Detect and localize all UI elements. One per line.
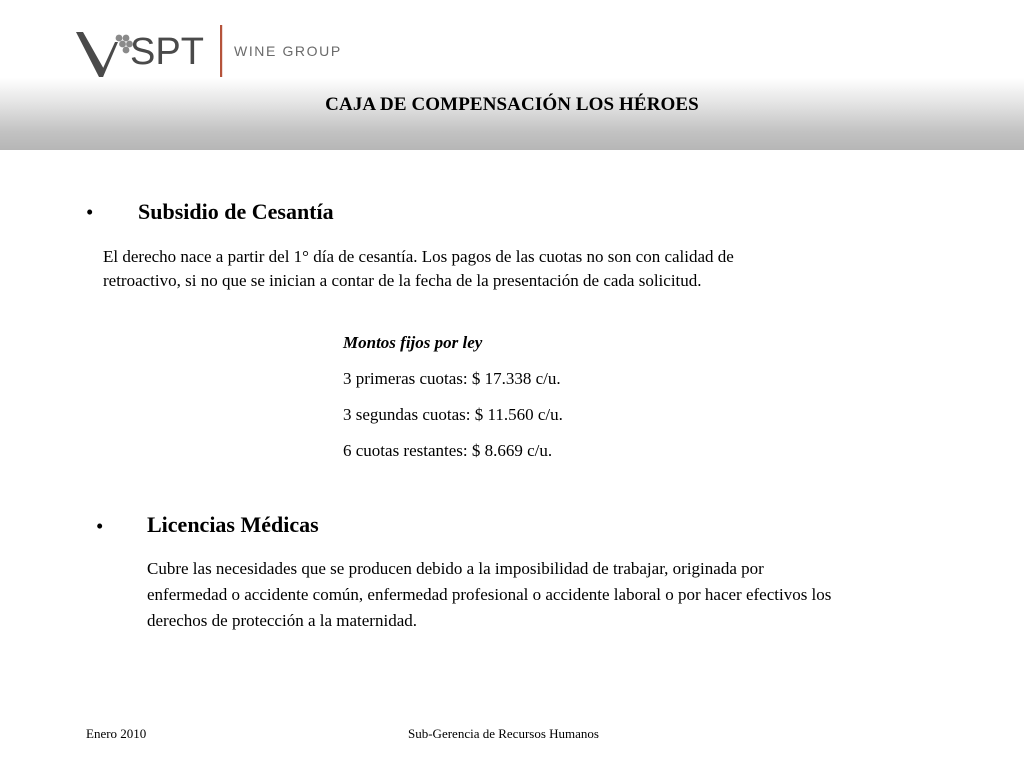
slide-title: CAJA DE COMPENSACIÓN LOS HÉROES [325, 94, 699, 115]
paragraph-line: enfermedad o accidente común, enfermedad profesional o accidente laboral o por hacer efectivos los [147, 585, 832, 604]
paragraph-line: derechos de protección a la maternidad. [147, 611, 417, 630]
svg-text:SPT: SPT [130, 31, 204, 73]
amount-line: 3 primeras cuotas: $ 17.338 c/u. [343, 369, 561, 388]
paragraph-line: retroactivo, si no que se inician a contar de la fecha de la presentación de cada solicitud. [103, 271, 702, 290]
amount-line: 3 segundas cuotas: $ 11.560 c/u. [343, 405, 563, 424]
fixed-amounts-block [343, 331, 563, 475]
paragraph-line: El derecho nace a partir del 1° día de cesantía. Los pagos de las cuotas no son con calidad de [103, 247, 734, 266]
bullet-icon: • [86, 200, 94, 224]
section-paragraph-subsidio [103, 245, 734, 293]
section-heading-subsidio: Subsidio de Cesantía [138, 199, 334, 224]
paragraph-line: Cubre las necesidades que se producen debido a la imposibilidad de trabajar, originada por [147, 559, 764, 578]
svg-text:WINE GROUP: WINE GROUP [234, 43, 342, 59]
spt-wine-group-logo [74, 24, 364, 80]
bullet-icon: • [96, 514, 104, 538]
section-heading-licencias: Licencias Médicas [147, 512, 319, 537]
fixed-amounts-title: Montos fijos por ley [343, 333, 483, 352]
amount-line: 6 cuotas restantes: $ 8.669 c/u. [343, 441, 553, 460]
section-paragraph-licencias [147, 556, 831, 634]
footer-department: Sub-Gerencia de Recursos Humanos [408, 726, 599, 741]
footer-date: Enero 2010 [86, 726, 147, 741]
